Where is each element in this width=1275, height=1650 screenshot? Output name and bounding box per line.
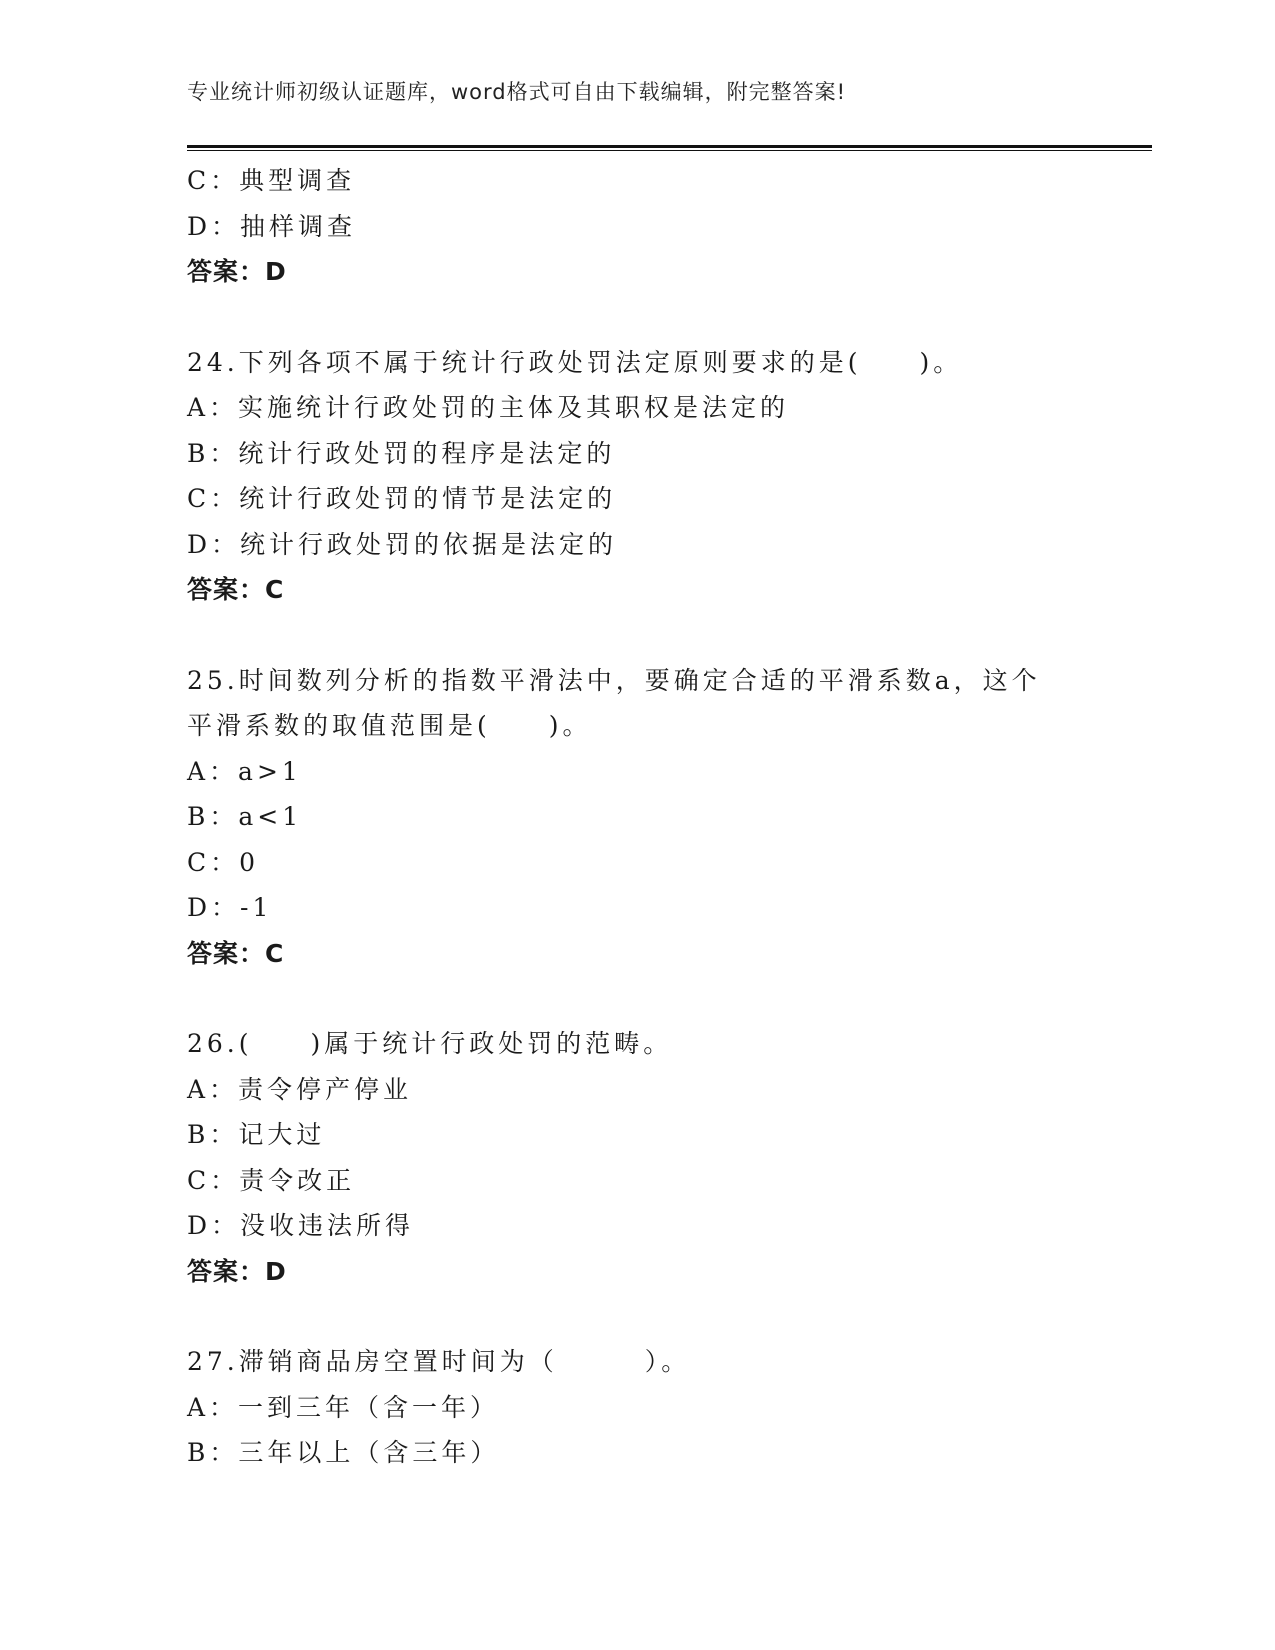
header-rule-thick xyxy=(187,145,1152,148)
question-list xyxy=(187,158,1087,1476)
question-text: 24.下列各项不属于统计行政处罚法定原则要求的是( )。 xyxy=(187,347,963,377)
question-text: 27.滞销商品房空置时间为（ ）。 xyxy=(187,1347,691,1376)
option-d: D：抽样调查 xyxy=(187,211,357,241)
question-block-27 xyxy=(187,1339,1087,1476)
option-a: A：实施统计行政处罚的主体及其职权是法定的 xyxy=(187,393,790,422)
option-c: C：统计行政处罚的情节是法定的 xyxy=(187,484,617,513)
question-block-25 xyxy=(187,658,1087,977)
option-a: A：一到三年（含一年） xyxy=(187,1392,500,1422)
header-rule-thin xyxy=(187,150,1152,151)
question-block-24 xyxy=(187,340,1087,613)
option-d: D：统计行政处罚的依据是法定的 xyxy=(187,529,618,559)
option-c: C：责令改正 xyxy=(187,1165,356,1195)
question-text: 25.时间数列分析的指数平滑法中，要确定合适的平滑系数a，这个平滑系数的取值范围是( )。 xyxy=(187,665,1041,740)
option-a: A：a>1 xyxy=(187,756,302,786)
option-d: D：没收违法所得 xyxy=(187,1211,415,1240)
answer-line: 答案：C xyxy=(187,575,285,604)
page-header: 专业统计师初级认证题库，word格式可自由下载编辑，附完整答案! xyxy=(187,80,847,104)
option-c: C：0 xyxy=(187,847,260,877)
option-b: B：统计行政处罚的程序是法定的 xyxy=(187,438,616,468)
answer-line: 答案：D xyxy=(187,1256,287,1286)
question-block-26 xyxy=(187,1021,1087,1294)
option-b: B：a<1 xyxy=(187,802,303,831)
answer-line: 答案：C xyxy=(187,938,285,968)
question-block-23 xyxy=(187,158,1087,295)
option-b: B：记大过 xyxy=(187,1120,326,1149)
option-b: B：三年以上（含三年） xyxy=(187,1438,500,1467)
question-text: 26.( )属于统计行政处罚的范畴。 xyxy=(187,1029,673,1058)
option-a: A：责令停产停业 xyxy=(187,1074,413,1104)
option-d: D：-1 xyxy=(187,893,273,922)
answer-line: 答案：D xyxy=(187,257,287,286)
option-c: C：典型调查 xyxy=(187,166,356,195)
